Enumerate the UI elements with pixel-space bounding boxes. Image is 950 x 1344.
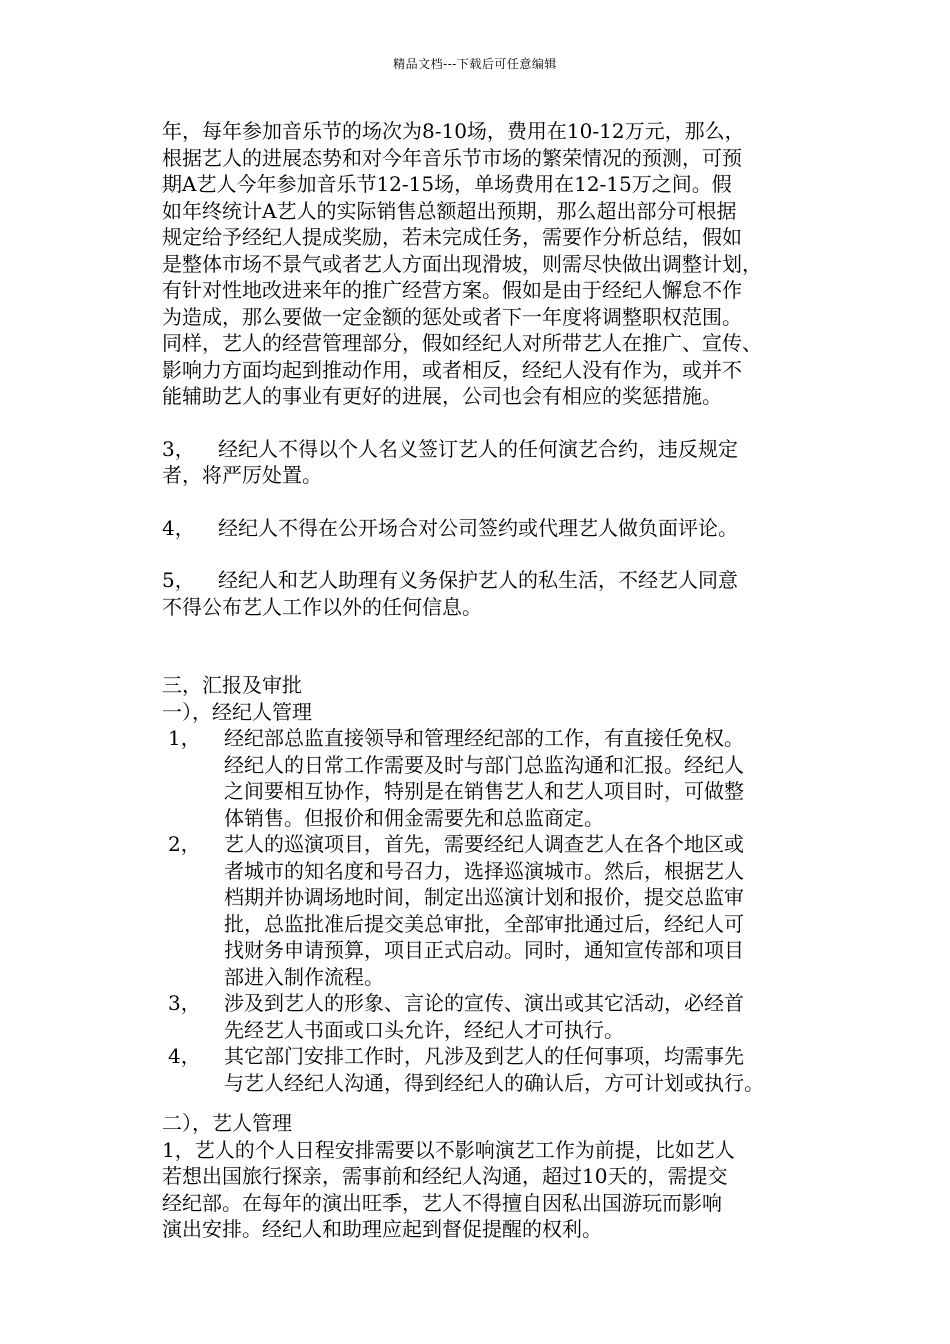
item-number: 3， [168, 991, 201, 1015]
rule-5 [162, 567, 822, 620]
list-item [162, 990, 822, 1043]
item-number: 4， [168, 1044, 201, 1068]
rule-number: 4， [162, 515, 195, 540]
rule-4 [162, 515, 822, 542]
text-line: 经纪人不得以个人名义签订艺人的任何演艺合约，违反规定 [218, 436, 738, 461]
text-line: 根据艺人的进展态势和对今年音乐节市场的繁荣情况的预测，可预 [162, 145, 742, 170]
text-line: 能辅助艺人的事业有更好的进展，公司也会有相应的奖惩措施。 [162, 384, 722, 408]
text-line: 与艺人经纪人沟通，得到经纪人的确认后，方可计划或执行。 [224, 1070, 764, 1095]
intro-paragraph [162, 118, 822, 410]
text-line: 影响力方面均起到推动作用，或者相反，经纪人没有作为，或并不 [162, 357, 742, 382]
section-3 [162, 672, 822, 725]
text-line: 其它部门安排工作时，凡涉及到艺人的任何事项，均需事先 [224, 1044, 744, 1068]
page-header: 精品文档---下载后可任意编辑 [393, 57, 557, 71]
document-body [162, 118, 822, 1243]
item-number: 2， [168, 832, 201, 856]
text-line: 涉及到艺人的形象、言论的宣传、演出或其它活动，必经首 [224, 991, 744, 1015]
text-line: 1，艺人的个人日程安排需要以不影响演艺工作为前提，比如艺人 [162, 1137, 735, 1162]
text-line: 经纪人的日常工作需要及时与部门总监沟通和汇报。经纪人 [224, 752, 744, 777]
item-number: 1， [168, 726, 201, 750]
text-line: 先经艺人书面或口头允许，经纪人才可执行。 [224, 1017, 624, 1042]
rule-number: 3， [162, 436, 195, 461]
text-line: 经纪部。在每年的演出旺季，艺人不得擅自因私出国游玩而影响 [162, 1190, 722, 1215]
rule-number: 5， [162, 568, 195, 592]
text-line: 同样，艺人的经营管理部分，假如经纪人对所带艺人在推广、宣传、 [162, 331, 762, 355]
text-line: 不得公布艺人工作以外的任何信息。 [162, 594, 482, 619]
text-line: 如年终统计A艺人的实际销售总额超出预期，那么超出部分可根据 [162, 198, 737, 223]
subsection-artist-management [162, 1110, 822, 1243]
text-line: 艺人的巡演项目，首先，需要经纪人调查艺人在各个地区或 [224, 832, 744, 856]
text-line: 经纪人不得在公开场合对公司签约或代理艺人做负面评论。 [218, 515, 738, 540]
text-line: 部进入制作流程。 [224, 964, 384, 989]
text-line: 若想出国旅行探亲，需事前和经纪人沟通，超过10天的，需提交 [162, 1164, 728, 1188]
text-line: 批，总监批准后提交美总审批，全部审批通过后，经纪人可 [224, 911, 744, 936]
text-line: 经纪部总监直接领导和管理经纪部的工作，有直接任免权。 [224, 726, 744, 750]
text-line: 有针对性地改进来年的推广经营方案。假如是由于经纪人懈怠不作 [162, 278, 742, 302]
text-line: 者城市的知名度和号召力，选择巡演城市。然后，根据艺人 [224, 858, 744, 883]
text-line: 期A艺人今年参加音乐节12-15场，单场费用在12-15万之间。假 [162, 172, 732, 196]
text-line: 规定给予经纪人提成奖励，若未完成任务，需要作分析总结，假如 [162, 225, 742, 249]
text-line: 之间要相互协作，特别是在销售艺人和艺人项目时，可做整 [224, 779, 744, 803]
text-line: 经纪人和艺人助理有义务保护艺人的私生活，不经艺人同意 [218, 568, 738, 592]
text-line: 者，将严厉处置。 [162, 463, 322, 487]
list-item [162, 725, 822, 831]
rule-3 [162, 436, 822, 489]
text-line: 演出安排。经纪人和助理应起到督促提醒的权利。 [162, 1217, 602, 1241]
subsection-title: 一），经纪人管理 [162, 699, 312, 724]
section-title: 三，汇报及审批 [162, 673, 302, 697]
text-line: 为造成，那么要做一定金额的惩处或者下一年度将调整职权范围。 [162, 304, 742, 329]
subsection-title: 二），艺人管理 [162, 1111, 292, 1135]
text-line: 体销售。但报价和佣金需要先和总监商定。 [224, 805, 604, 830]
list-item [162, 831, 822, 990]
text-line: 是整体市场不景气或者艺人方面出现滑坡，则需尽快做出调整计划， [162, 251, 762, 276]
list-item [162, 1043, 822, 1096]
text-line: 档期并协调场地时间，制定出巡演计划和报价，提交总监审 [224, 885, 744, 909]
text-line: 年，每年参加音乐节的场次为8-10场，费用在10-12万元，那么， [162, 119, 745, 143]
text-line: 找财务申请预算，项目正式启动。同时，通知宣传部和项目 [224, 938, 744, 962]
